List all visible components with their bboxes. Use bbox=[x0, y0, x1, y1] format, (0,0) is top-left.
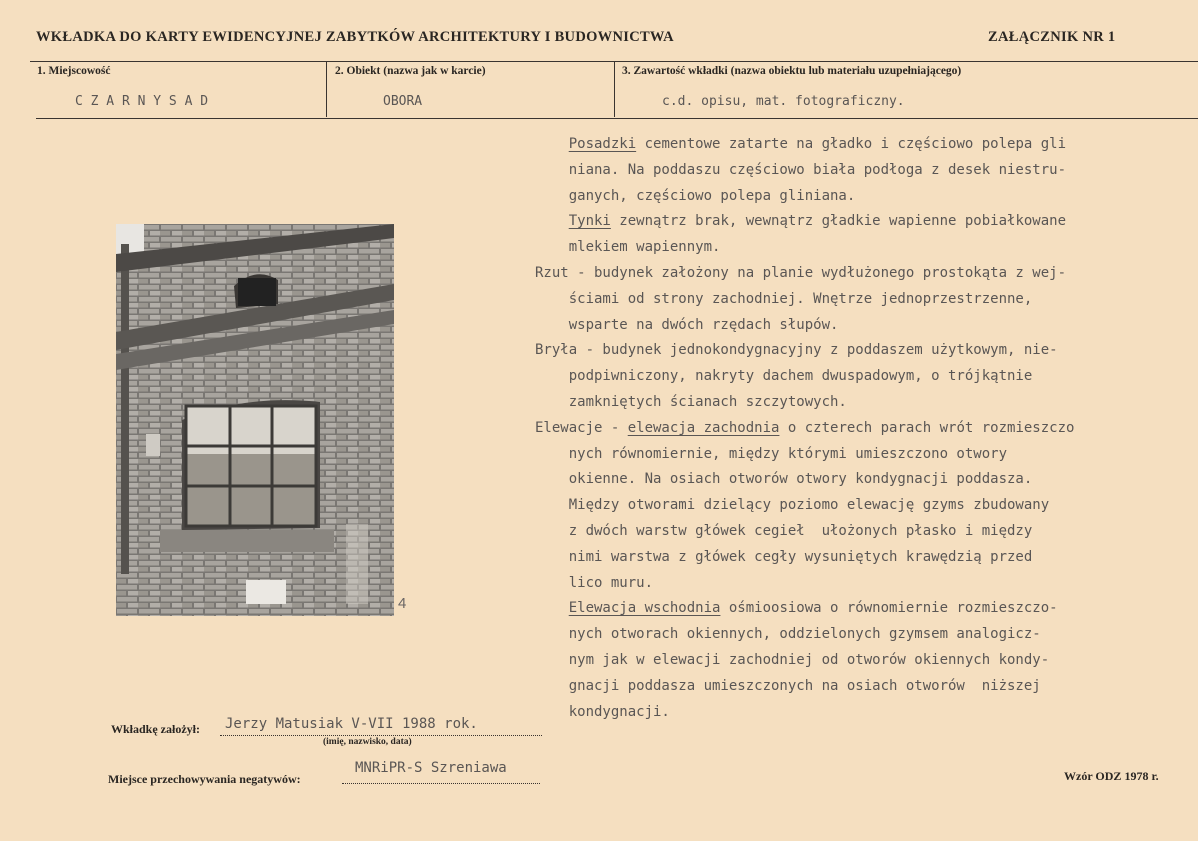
description-line bbox=[535, 390, 1175, 416]
description-line bbox=[535, 571, 1175, 597]
description-line bbox=[535, 442, 1175, 468]
text-segment bbox=[535, 136, 569, 152]
form-title: WKŁADKA DO KARTY EWIDENCYJNEJ ZABYTKÓW ARCHITEKTURY I BUDOWNICTWA bbox=[36, 29, 674, 45]
text-segment: nimi warstwa z główek cegły wysuniętych krawędzią przed bbox=[535, 548, 1033, 565]
field-divider-2 bbox=[614, 61, 615, 117]
description-line bbox=[535, 132, 1175, 158]
header-bottom-rule bbox=[36, 118, 1198, 119]
text-segment: zewnątrz brak, wewnątrz gładkie wapienne pobiałkowane bbox=[610, 213, 1067, 230]
text-segment: Rzut - budynek założony na planie wydłużonego prostokąta z wej- bbox=[535, 264, 1067, 281]
description-line bbox=[535, 622, 1175, 648]
field-label-contents: 3. Zawartość wkładki (nazwa obiektu lub materiału uzupełniającego) bbox=[622, 65, 962, 77]
description-line bbox=[535, 235, 1175, 261]
author-line bbox=[220, 734, 542, 736]
field-value-contents: c.d. opisu, mat. fotograficzny. bbox=[662, 94, 905, 109]
text-segment: z dwóch warstw główek cegieł ułożonych płasko i między bbox=[535, 522, 1033, 539]
field-label-object: 2. Obiekt (nazwa jak w karcie) bbox=[335, 65, 486, 77]
storage-line bbox=[342, 782, 540, 784]
text-segment: niana. Na poddaszu częściowo biała podłoga z desek niestru- bbox=[535, 161, 1067, 178]
description-text bbox=[535, 132, 1175, 725]
text-segment: gnacji poddasza umieszczonych na osiach otworów niższej bbox=[535, 677, 1041, 694]
photo-number: 4 bbox=[398, 595, 407, 612]
description-line bbox=[535, 519, 1175, 545]
text-segment: Bryła - budynek jednokondygnacyjny z poddaszem użytkowym, nie- bbox=[535, 342, 1058, 359]
text-segment: cementowe zatarte na gładko i częściowo polepa gli bbox=[636, 136, 1067, 152]
description-line bbox=[535, 261, 1175, 287]
text-segment: Między otworami dzielący poziomo elewację gzyms zbudowany bbox=[535, 497, 1050, 514]
text-segment: podpiwniczony, nakryty dachem dwuspadowym, o trójkątnie bbox=[535, 368, 1033, 385]
description-line bbox=[535, 596, 1175, 622]
form-code: Wzór ODZ 1978 r. bbox=[1064, 769, 1159, 783]
description-line bbox=[535, 313, 1175, 339]
description-line bbox=[535, 184, 1175, 210]
description-line bbox=[535, 674, 1175, 700]
underlined-heading: Posadzki bbox=[568, 136, 637, 152]
text-segment: nym jak w elewacji zachodniej od otworów okiennych kondy- bbox=[535, 651, 1050, 668]
field-label-locality: 1. Miejscowość bbox=[37, 65, 111, 77]
text-segment: ośmioosiowa o równomiernie rozmieszczo- bbox=[720, 600, 1058, 617]
text-segment: nych równomiernie, między którymi umieszczono otwory bbox=[535, 445, 1008, 462]
field-divider-1 bbox=[326, 61, 327, 117]
text-segment: mlekiem wapiennym. bbox=[535, 239, 721, 256]
photo-barn-facade bbox=[116, 224, 394, 616]
text-segment: nych otworach okiennych, oddzielonych gzymsem analogicz- bbox=[535, 626, 1041, 643]
text-segment: o czterech parach wrót rozmieszczo bbox=[779, 419, 1075, 436]
underlined-heading: elewacja zachodnia bbox=[627, 419, 780, 436]
text-segment: Elewacje - bbox=[535, 419, 628, 436]
text-segment: kondygnacji. bbox=[535, 703, 670, 720]
field-value-object: OBORA bbox=[383, 94, 423, 109]
description-line bbox=[535, 545, 1175, 571]
text-segment: wsparte na dwóch rzędach słupów. bbox=[535, 316, 839, 333]
storage-label: Miejsce przechowywania negatywów: bbox=[108, 772, 301, 786]
description-line bbox=[535, 493, 1175, 519]
text-segment bbox=[535, 213, 569, 229]
underlined-heading: Elewacja wschodnia bbox=[568, 600, 721, 617]
text-segment: ganych, częściowo polepa gliniana. bbox=[535, 187, 856, 204]
description-line bbox=[535, 338, 1175, 364]
annex-number: ZAŁĄCZNIK NR 1 bbox=[988, 29, 1116, 45]
text-segment: zamkniętych ścianach szczytowych. bbox=[535, 393, 847, 410]
storage-value: MNRiPR-S Szreniawa bbox=[355, 760, 507, 776]
description-line bbox=[535, 287, 1175, 313]
underlined-heading: Tynki bbox=[568, 213, 611, 230]
description-line bbox=[535, 364, 1175, 390]
description-line bbox=[535, 700, 1175, 726]
text-segment: okienne. Na osiach otworów otwory kondygnacji poddasza. bbox=[535, 471, 1033, 488]
description-line bbox=[535, 467, 1175, 493]
field-value-locality: C Z A R N Y S A D bbox=[75, 94, 209, 109]
author-value: Jerzy Matusiak V-VII 1988 rok. bbox=[225, 716, 478, 732]
text-segment: lico muru. bbox=[535, 574, 654, 591]
description-line bbox=[535, 209, 1175, 235]
author-hint: (imię, nazwisko, data) bbox=[323, 737, 412, 747]
text-segment: ściami od strony zachodniej. Wnętrze jednoprzestrzenne, bbox=[535, 290, 1033, 307]
text-segment bbox=[535, 600, 569, 616]
description-line bbox=[535, 416, 1175, 442]
description-line bbox=[535, 648, 1175, 674]
description-line bbox=[535, 158, 1175, 184]
author-label: Wkładkę założył: bbox=[111, 722, 200, 736]
